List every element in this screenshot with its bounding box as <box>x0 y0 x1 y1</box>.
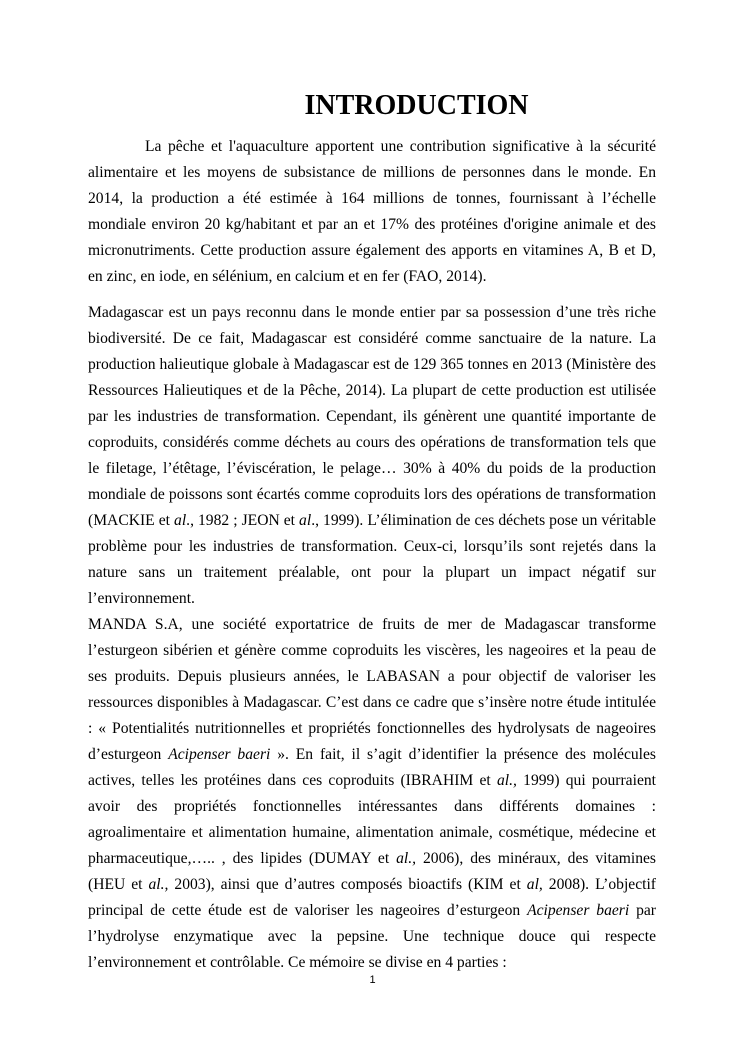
text-run: MANDA S.A, une société exportatrice de fruits de mer de Madagascar transforme l’esturgeon sibérien et génère comme coproduits les viscères, les nageoires et la peau de ses produits. Depuis plusieurs années, le LABASAN a pour objectif de valoriser les ressources disponibles à Madagascar. C’est dans ce cadre que s’insère notre étude intitulée : « Potentialités nutritionnelles et propriétés fonctionnelles des hydrolysats de nageoires d’esturgeon <box>88 616 656 763</box>
paragraph-madagascar <box>88 300 656 612</box>
italic-text-run: al, <box>526 876 543 893</box>
italic-text-run: al <box>299 512 312 529</box>
text-run: 1999) qui pourraient avoir des propriétés fonctionnelles intéressantes dans différents domaines : agroalimentaire et alimentation humaine, alimentation animale, cosmétique, médecine et pharmaceutique,….. , des lipides (DUMAY et <box>88 772 656 867</box>
paragraph-manda <box>88 612 656 976</box>
italic-text-run: Acipenser baeri <box>168 746 271 763</box>
text-run: ., 1999). L’élimination de ces déchets pose un véritable problème pour les industries de transformation. Ceux-ci, lorsqu’ils sont rejetés dans la nature sans un traitement préalable, ont pour la plupart un impact négatif sur l’environnement. <box>88 512 656 607</box>
italic-text-run: al., <box>148 876 169 893</box>
italic-text-run: Acipenser baeri <box>527 902 630 919</box>
italic-text-run: al., <box>496 772 517 789</box>
text-run: 2008). L’objectif principal de cette étude est de valoriser les nageoires d’esturgeon <box>88 876 656 919</box>
text-run: ». En fait, il s’agit d’identifier la présence des molécules actives, telles les protéines dans ces coproduits (IBRAHIM et <box>88 746 656 789</box>
page-number: 1 <box>369 974 376 986</box>
italic-text-run: al <box>174 512 187 529</box>
text-run: Madagascar est un pays reconnu dans le monde entier par sa possession d’une très riche biodiversité. De ce fait, Madagascar est considéré comme sanctuaire de la nature. La production halieutique globale à Madagascar est de 129 365 tonnes en 2013 (Ministère des Ressources Halieutiques et de la Pêche, 2014). La plupart de cette production est utilisée par les industries de transformation. Cependant, ils génèrent une quantité importante de coproduits, considérés comme déchets au cours des opérations de transformation tels que le filetage, l’étêtage, l’éviscération, le pelage… 30% à 40% du poids de la production mondiale de poissons sont écartés comme coproduits lors des opérations de transformation (MACKIE et <box>88 304 656 529</box>
text-run: ., 1982 ; JEON et <box>186 512 300 529</box>
text-run: 2006), des minéraux, des vitamines (HEU et <box>88 850 657 893</box>
page-title: INTRODUCTION <box>304 90 529 121</box>
text-run: par l’hydrolyse enzymatique avec la pepsine. Une technique douce qui respecte l’environnement et contrôlable. Ce mémoire se divise en 4 parties : <box>88 902 656 971</box>
text-run: 2003), ainsi que d’autres composés bioactifs (KIM et <box>168 876 527 893</box>
text-run: La pêche et l'aquaculture apportent une contribution significative à la sécurité alimentaire et les moyens de subsistance de millions de personnes dans le monde. En 2014, la production a été estimée à 164 millions de tonnes, fournissant à l’échelle mondiale environ 20 kg/habitant et par an et 17% des protéines d'origine animale et des micronutriments. Cette production assure également des apports en vitamines A, B et D, en zinc, en iode, en sélénium, en calcium et en fer (FAO, 2014). <box>88 138 656 285</box>
paragraph-intro <box>88 134 656 290</box>
italic-text-run: al., <box>396 850 417 867</box>
document-body <box>88 134 656 976</box>
